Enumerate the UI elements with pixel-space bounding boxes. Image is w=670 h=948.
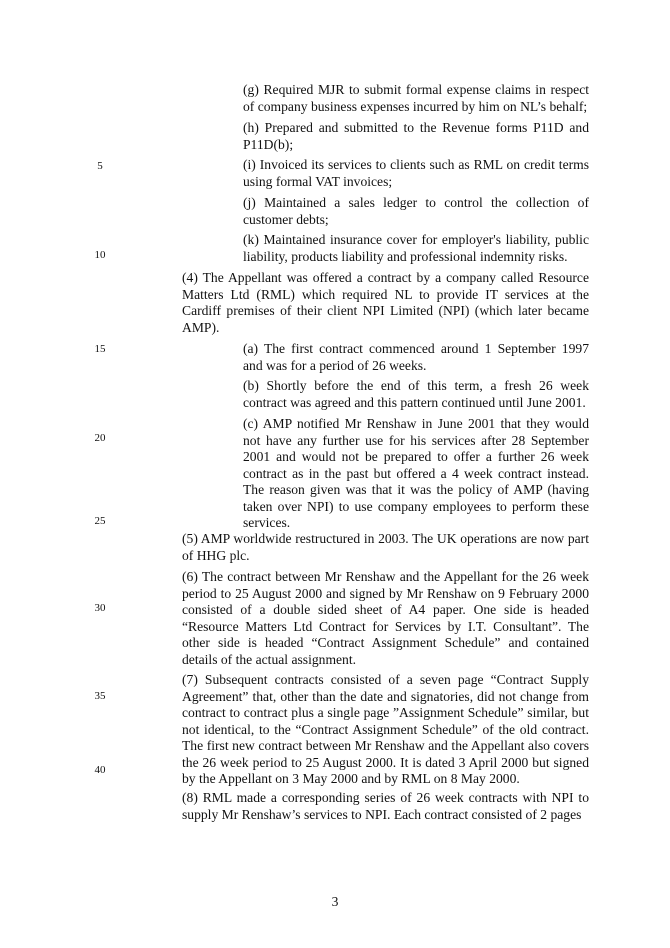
line-number: 5	[97, 160, 103, 172]
line-number: 30	[94, 602, 106, 614]
paragraph-8: (8) RML made a corresponding series of 26 week contracts with NPI to supply Mr Renshaw’s services to NPI. Each contract consisted of 2 pages	[182, 790, 589, 822]
line-number: 35	[94, 690, 106, 702]
paragraph-g: (g) Required MJR to submit formal expense claims in respect of company business expenses incurred by him on NL’s behalf;	[243, 82, 589, 114]
line-number: 20	[94, 432, 106, 444]
paragraph-k: (k) Maintained insurance cover for employer's liability, public liability, products liability and professional indemnity risks.	[243, 232, 589, 264]
paragraph-i: (i) Invoiced its services to clients such as RML on credit terms using formal VAT invoices;	[243, 157, 589, 189]
paragraph-h: (h) Prepared and submitted to the Revenue forms P11D and P11D(b);	[243, 120, 589, 152]
paragraph-6: (6) The contract between Mr Renshaw and the Appellant for the 26 week period to 25 August 2000 and signed by Mr Renshaw on 9 February 2000 consisted of a double sided sheet of A4 paper. One side is headed “Resource Matters Ltd Contract for Services by I.T. Consultant”. The other side is headed “Contract Assignment Schedule” and contained details of the actual assignment.	[182, 569, 589, 667]
line-number: 10	[94, 249, 106, 261]
paragraph-4: (4) The Appellant was offered a contract by a company called Resource Matters Ltd (RML) which required NL to provide IT services at the Cardiff premises of their client NPI Limited (NPI) (which later became AMP).	[182, 270, 589, 335]
paragraph-5: (5) AMP worldwide restructured in 2003. The UK operations are now part of HHG plc.	[182, 531, 589, 563]
paragraph-4a: (a) The first contract commenced around 1 September 1997 and was for a period of 26 weeks.	[243, 341, 589, 373]
paragraph-4b: (b) Shortly before the end of this term, a fresh 26 week contract was agreed and this pattern continued until June 2001.	[243, 378, 589, 410]
paragraph-j: (j) Maintained a sales ledger to control the collection of customer debts;	[243, 195, 589, 227]
line-number: 15	[94, 343, 106, 355]
line-number: 25	[94, 515, 106, 527]
page-number: 3	[331, 894, 339, 909]
line-number: 40	[94, 764, 106, 776]
paragraph-7: (7) Subsequent contracts consisted of a seven page “Contract Supply Agreement” that, other than the date and signatories, did not change from contract to contract plus a single page ”Assignment Schedule” similar, but not identical, to the “Contract Assignment Schedule” of the old contract. The first new contract between Mr Renshaw and the Appellant also covers the 26 week period to 25 August 2000. It is dated 3 April 2000 but signed by the Appellant on 3 May 2000 and by RML on 8 May 2000.	[182, 672, 589, 786]
paragraph-4c: (c) AMP notified Mr Renshaw in June 2001 that they would not have any further use for his services after 28 September 2001 and would not be prepared to offer a further 26 week contract as in the past but offered a 4 week contract instead. The reason given was that it was the policy of AMP (having taken over NPI) to use company employees to perform these services.	[243, 416, 589, 530]
